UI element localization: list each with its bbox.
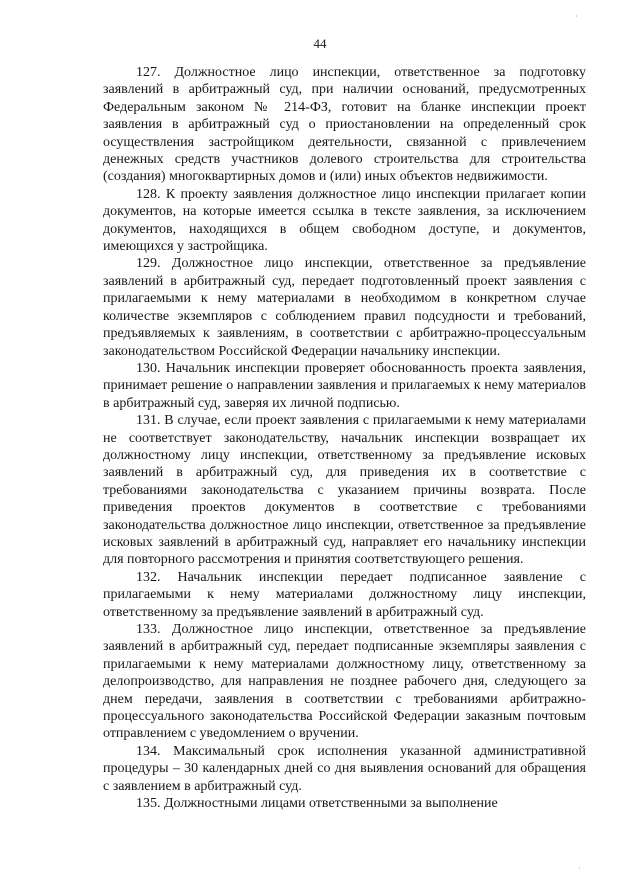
paragraph-134: 134. Максимальный срок исполнения указанной административной процедуры – 30 календарных дней со дня выявления оснований для обращения с заявлением в арбитражный суд.: [103, 743, 586, 794]
paragraph-130: 130. Начальник инспекции проверяет обоснованность проекта заявления, принимает решение о направлении заявления и прилагаемых к нему материалов в арбитражный суд, заверяя их личной подписью.: [103, 360, 586, 411]
paragraph-132: 132. Начальник инспекции передает подписанное заявление с прилагаемыми к нему материалами должностному лицу инспекции, ответственному за предъявление заявлений в арбитражный суд.: [103, 569, 586, 620]
paragraph-128: 128. К проекту заявления должностное лицо инспекции прилагает копии документов, на которые имеется ссылка в тексте заявления, за исключением документов, находящихся в общем свободном доступе, и документов, имеющихся у застройщика.: [103, 186, 586, 255]
scan-speck: ˙: [578, 866, 581, 876]
paragraph-133: 133. Должностное лицо инспекции, ответственное за предъявление заявлений в арбитражный суд, передает подписанные экземпляры заявления с прилагаемыми к нему материалами должностному лицу, ответственному за делопроизводство, для направления не позднее рабочего дня, следующего за днем передачи, заявления в соответствии с требованиями арбитражно-процессуального законодательства Российской Федерации заказным почтовым отправлением с уведомлением о вручении.: [103, 622, 586, 742]
scan-speck: ˙: [575, 14, 578, 24]
paragraph-127: 127. Должностное лицо инспекции, ответственное за подготовку заявлений в арбитражный суд, при наличии оснований, предусмотренных Федеральным законом № 214-ФЗ, готовит на бланке инспекции проект заявления в арбитражный суд о приостановлении на определенный срок осуществления застройщиком деятельности, связанной с привлечением денежных средств участников долевого строительства для строительства (создания) многоквартирных домов и (или) иных объектов недвижимости.: [103, 65, 586, 185]
page-number: 44: [313, 36, 327, 51]
paragraph-135: 135. Должностными лицами ответственными за выполнение: [136, 796, 498, 812]
paragraph-131: 131. В случае, если проект заявления с прилагаемыми к нему материалами не соответствует законодательству, начальник инспекции возвращает их должностному лицу инспекции, ответственному за предъявление исковых заявлений в арбитражный суд, для приведения их в соответствие с требованиями законодательства с указанием причины возврата. После приведения проектов документов в соответствие с требованиями законодательства должностное лицо инспекции, ответственное за предъявление исковых заявлений в арбитражный суд, направляет его начальнику инспекции для повторного рассмотрения и принятия соответствующего решения.: [103, 413, 586, 568]
paragraph-129: 129. Должностное лицо инспекции, ответственное за предъявление заявлений в арбитражный суд, передает подготовленный проект заявления с прилагаемыми к нему материалами в необходимом в конкретном случае количестве экземпляров с соблюдением правил подсудности и требований, предъявляемых к заявлениям, в соответствии с арбитражно-процессуальным законодательством Российской Федерации начальнику инспекции.: [103, 256, 586, 359]
document-body: [103, 64, 586, 812]
